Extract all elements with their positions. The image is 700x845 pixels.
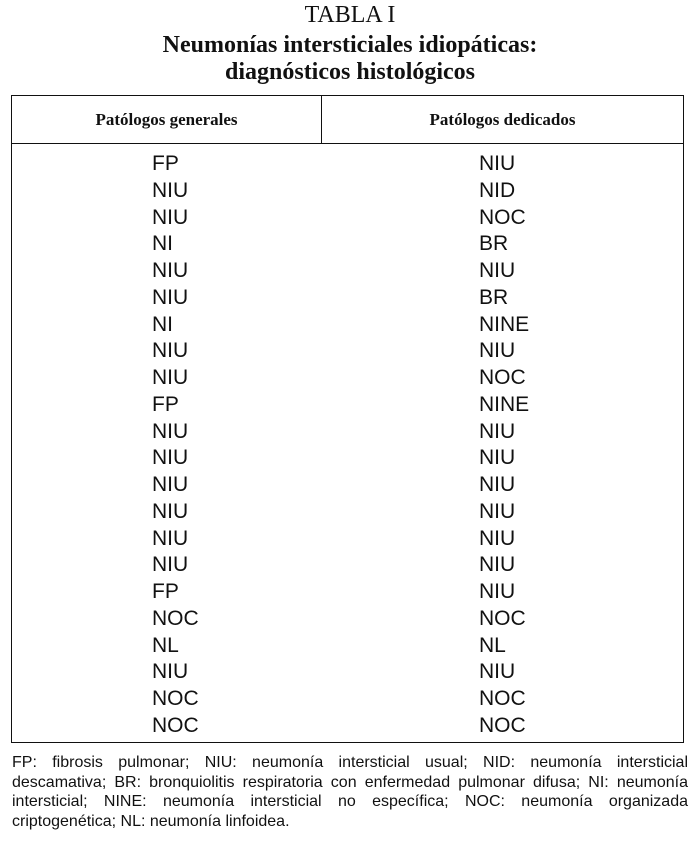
table-row	[12, 713, 683, 740]
table-row	[12, 445, 683, 472]
dedicated-pathologist-diagnosis: BR	[479, 285, 509, 309]
table-label: TABLA I	[304, 2, 396, 28]
dedicated-pathologist-diagnosis: NOC	[479, 205, 526, 229]
general-pathologist-diagnosis: NIU	[152, 526, 189, 550]
table-row	[12, 686, 683, 713]
general-pathologist-diagnosis: NIU	[152, 259, 189, 282]
diagnosis-table	[11, 95, 684, 743]
dedicated-pathologist-diagnosis: NINE	[479, 392, 530, 416]
dedicated-pathologist-diagnosis: NIU	[479, 499, 516, 523]
column-header-dedicated-pathologists: Patólogos dedicados	[429, 110, 576, 129]
dedicated-pathologist-diagnosis: NIU	[479, 152, 516, 175]
table-row	[12, 472, 683, 499]
dedicated-pathologist-diagnosis: NIU	[479, 446, 516, 470]
dedicated-pathologist-diagnosis: BR	[479, 232, 509, 256]
general-pathologist-diagnosis: FP	[152, 152, 179, 175]
table-row	[12, 312, 683, 339]
dedicated-pathologist-diagnosis: NIU	[479, 580, 516, 603]
dedicated-pathologist-diagnosis: NOC	[479, 713, 526, 737]
general-pathologist-diagnosis: NIU	[152, 446, 189, 470]
general-pathologist-diagnosis: FP	[152, 392, 179, 416]
general-pathologist-diagnosis: NI	[152, 312, 173, 336]
general-pathologist-diagnosis: NL	[152, 633, 179, 657]
dedicated-pathologist-diagnosis: NIU	[479, 553, 516, 577]
dedicated-pathologist-diagnosis: NIU	[479, 419, 516, 443]
table-title-line-2: diagnósticos histológicos	[224, 59, 476, 85]
general-pathologist-diagnosis: NOC	[152, 687, 199, 710]
general-pathologist-diagnosis: NIU	[152, 473, 189, 496]
table-row	[12, 499, 683, 526]
table-row	[12, 365, 683, 392]
dedicated-pathologist-diagnosis: NID	[479, 178, 516, 202]
dedicated-pathologist-diagnosis: NIU	[479, 660, 516, 684]
dedicated-pathologist-diagnosis: NL	[479, 633, 506, 657]
table-row	[12, 659, 683, 686]
table-row	[12, 526, 683, 553]
dedicated-pathologist-diagnosis: NIU	[479, 526, 516, 550]
general-pathologist-diagnosis: NIU	[152, 178, 189, 202]
general-pathologist-diagnosis: NIU	[152, 285, 189, 309]
abbreviations-footnote: FP: fibrosis pulmonar; NIU: neumonía intersticial usual; NID: neumonía intersticial descamativa; BR: bronquiolitis respiratoria con enfermedad pulmonar difusa; NI: neumonía intersticial; NINE: neumonía intersticial no específica; NOC: neumonía organizada criptogenética; NL: neumonía linfoidea.	[12, 754, 688, 830]
general-pathologist-diagnosis: NIU	[152, 660, 189, 684]
table-row	[12, 285, 683, 312]
table-row	[12, 392, 683, 419]
general-pathologist-diagnosis: NIU	[152, 553, 189, 577]
table-header-row	[12, 96, 683, 144]
dedicated-pathologist-diagnosis: NIU	[479, 259, 516, 282]
dedicated-pathologist-diagnosis: NOC	[479, 687, 526, 710]
dedicated-pathologist-diagnosis: NOC	[479, 366, 526, 389]
table-row	[12, 338, 683, 365]
table-title-line-1: Neumonías intersticiales idiopáticas:	[162, 32, 538, 58]
column-header-general-pathologists: Patólogos generales	[95, 110, 238, 129]
table-row	[12, 633, 683, 660]
general-pathologist-diagnosis: NOC	[152, 713, 199, 737]
general-pathologist-diagnosis: NIU	[152, 339, 189, 363]
table-row	[12, 606, 683, 633]
dedicated-pathologist-diagnosis: NIU	[479, 473, 516, 496]
table-body	[12, 151, 683, 740]
table-row	[12, 552, 683, 579]
table-row	[12, 178, 683, 205]
general-pathologist-diagnosis: NIU	[152, 499, 189, 523]
general-pathologist-diagnosis: FP	[152, 580, 179, 603]
table-row	[12, 151, 683, 178]
table-row	[12, 419, 683, 446]
dedicated-pathologist-diagnosis: NOC	[479, 606, 526, 630]
table-row	[12, 258, 683, 285]
general-pathologist-diagnosis: NIU	[152, 205, 189, 229]
table-row	[12, 205, 683, 232]
general-pathologist-diagnosis: NI	[152, 232, 173, 256]
table-row	[12, 231, 683, 258]
dedicated-pathologist-diagnosis: NIU	[479, 339, 516, 363]
general-pathologist-diagnosis: NOC	[152, 606, 199, 630]
general-pathologist-diagnosis: NIU	[152, 419, 189, 443]
general-pathologist-diagnosis: NIU	[152, 366, 189, 389]
table-row	[12, 579, 683, 606]
dedicated-pathologist-diagnosis: NINE	[479, 312, 530, 336]
